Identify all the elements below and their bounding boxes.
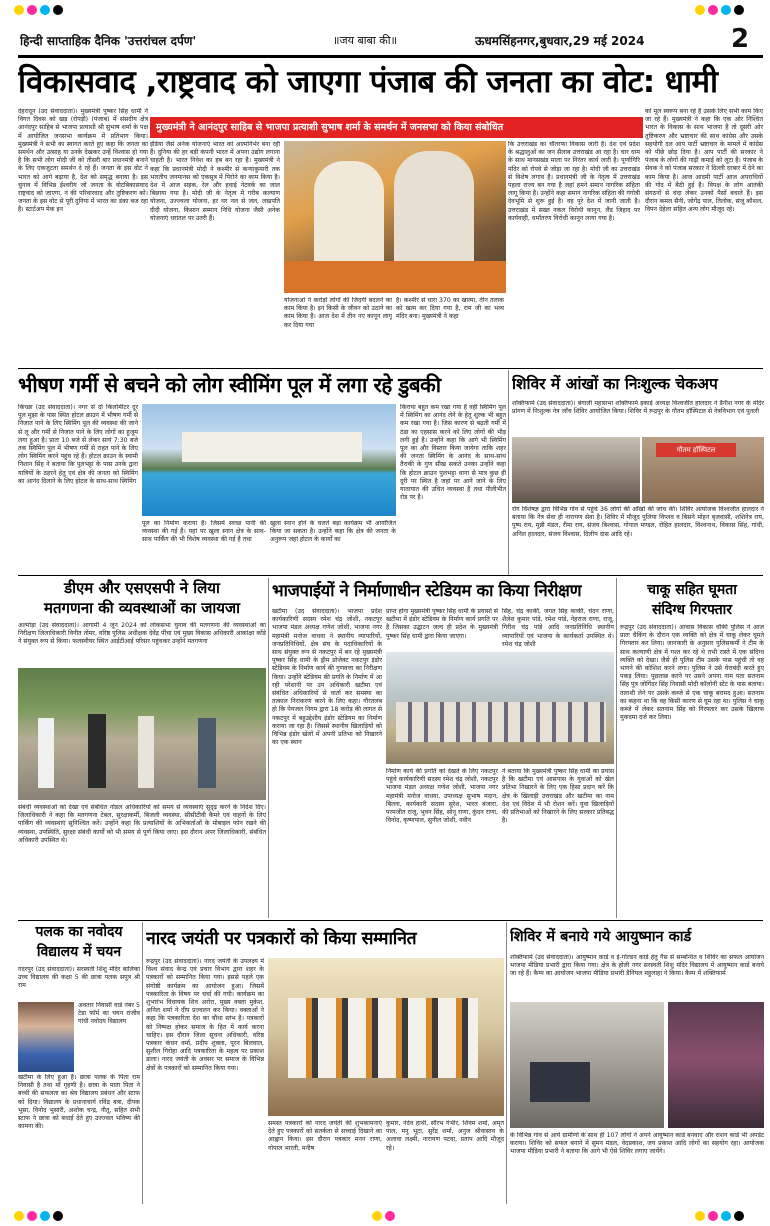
registration-dot: [40, 1211, 50, 1221]
stadium-col-2: प्राप्त होगा मुख्यमंत्री पुष्कर सिंह धामी के प्रयासों से खटीमा में इंडोर स्टेडियम के निर्माण कार्य प्रगति पर है जिसका उद्घाटन जल्द ही प्रदेश के मुख्यमंत्री पुष्कर सिंह धामी द्वारा किया जाएगा।: [386, 608, 498, 640]
pool-headline: भीषण गर्मी से बचने को लोग स्वीमिंग पूल में लगा रहे डुबकी: [18, 373, 441, 397]
camp-body-2: रोग विशेषज्ञ द्वारा विभिन्न गांव से पहुंचे 36 लोगों की आँखों की जांच की। शिविर आयोजक विश्वजीत हालदार ने बताया कि नेत्र सेवा ही नारायण सेवा है। शिविर में मौजूद पुलिया विप्लव व बिसने मोहन बृजवासी, शशिनेत्र राय, पुष्प राय, मुन्नी मंडल, रीमा राय, संजय बिश्वास, गोपाल मण्डल, रोहित हालदार, विश्वनाथ, विकास सिंह, गांधी, अनिल हालदार, संजय विश्वास, दिलीप दास आदि रहे।: [512, 506, 764, 538]
aadhaar-body-2: के विभिन्न गांव से आये ग्रामीणों के साथ ही 107 लोगों ने अपने आयुष्मान कार्ड बनवाए और राशन कार्ड भी अपडेट कराया। शिविर को सफल बनाने में सुमन मंडल, वेदप्रकाश, जय प्रकाश आदि लोगों का सहयोग रहा। आयोजक भाजपा मीडिया प्रभारी ने बताया कि आगे भी ऐसे शिविर लगाए जायेंगे।: [510, 1132, 764, 1156]
registration-dot: [27, 5, 37, 15]
lead-headline: विकासवाद ,राष्ट्रवाद को जाएगा पंजाब की जनता का वोट: धामी: [18, 64, 718, 100]
dm-headline-1: डीएम और एसएसपी ने लिया: [64, 579, 220, 597]
registration-dot: [708, 1211, 718, 1221]
section-rule: [18, 575, 763, 576]
narad-col-2: समस्त पत्रकारों को नारद जयंती की शुभकामनाएं देते हुए पत्रकारों को सतर्कता से सच्चाई दिखाने का आह्वान किया। इस दौरान पत्रकार मनन राणा, गोपाल भारती, मनीष: [268, 1120, 382, 1152]
knife-headline-1: चाकू सहित घूमता: [647, 582, 737, 598]
rally-photo: [284, 141, 506, 293]
registration-dot: [14, 1211, 24, 1221]
column-divider: [616, 578, 617, 918]
palak-photo: [18, 1002, 74, 1072]
narad-col-1: रूद्रपुर (उद संवाददाता)। नारद जयंती के उपलक्ष्य में विश्व संवाद केन्द्र एवं प्रचार विभाग द्वारा शहर के पत्रकारों को सम्मानित किया गया। इससे पहले एक संगोष्ठी कार्यक्रम का आयोजन हुआ। जिसमें पत्रकारिता के विषय पर चर्चा की गयी। कार्यक्रम का शुभारंभ विधायक शिव अरोरा, मुख्य वक्ता मुकेश, अनिल शर्मा ने दीप प्रज्वलन कर किया। वक्ताओं ने कहा कि पत्रकारिता देश का चौथा स्तंभ है। पत्रकारों को निष्पक्ष होकर समाज के हित में कार्य करना चाहिए। इस दौरान जिला सूचना अधिकारी, वरिष्ठ पत्रकार कंचन वर्मा, प्रदीप शुक्ला, पूरन बिलवाल, सुशील गिरोहा आदि पत्रकारिता के महत्व पर प्रकाश डाला। नारद जयंती के अवसर पर समाज के विभिन्न क्षेत्रों के पत्रकारों को सम्मानित किया गया।: [146, 958, 264, 1072]
palak-body-2: अवतार निवासी वार्ड नंबर 5 टेडा फॉर्म का चयन राजीव गांधी नवोदय विद्यालय: [78, 1002, 140, 1026]
camp-headline: शिविर में आंखों का निःशुल्क चेकअप: [512, 375, 718, 393]
camp-photo-left: [512, 437, 640, 503]
dm-photo: [18, 668, 266, 800]
knife-headline-2: संदिग्ध गिरफ्तार: [651, 602, 733, 618]
registration-dot: [695, 1211, 705, 1221]
lead-col-3: योजनाओं ने करोड़ों लोगों की जिंदगी बदलने का काम किया है। इन किसी के जीवन को उठाने का काम किया है। आज देश में तीन नए कानून लागू कर दिया गया: [284, 297, 392, 329]
palak-body-3: खटीमा के लिए हुआ है। छात्रा पलक के पिता राम निवासी है तथा माँ गृहणी है। छात्रा के माता पिता ने बच्ची की सफलता का श्रेय विद्यालय प्रबंधन और स्टाफ को दिया। विद्यालय के प्रधानाचार्य रविंद्र बत्रा, दीपक भुसा, विनोद भुसारी, अशोक चन्द्र, नीतू, सहित सभी स्टाफ ने छात्रा को बधाई देते हुए उज्ज्वल भविष्य की कामना की।: [18, 1074, 140, 1131]
registration-dot: [14, 5, 24, 15]
dm-body-2: संबंधी व्यवस्थाओं को देखा एवं संबंधित नोडल अधिकारियों को समय से व्यवस्थाएं सुदृढ़ करने के निर्देश दिए। जिलाधिकारी ने कहा कि मतगणना टेबल, सुरक्षाकर्मी, बिजली व्यवस्था, सीसीटीवी कैमरे एवं वाहनों के लिए पार्किंग की व्यवस्थाएं सुनिश्चित करें। उन्होंने कहा कि प्रत्याशियों के अभिकर्ताओं के मोबाइल फोन रखने की व्यवस्था, उपस्थिति, सुरक्षा संबंधी कार्यों को भी समय से पूर्ण किया जाए। इस दौरान अपर जिलाधिकारी, संबंधित अधिकारी उपस्थित थे।: [18, 804, 266, 844]
stadium-photo: [386, 652, 614, 764]
lead-col-1: देहरादून (उद संवाददाता)। मुख्यमंत्री पुष्कर सिंह धामी ने विगत दिवस को खड़ (रोपड़ी) (पंजाब) में संसदीय क्षेत्र आनंदपुर साहिब से भाजपा प्रत्याशी श्री सुभाष शर्मा के पक्ष में आयोजित जनसभा कार्यक्रम में प्रतिभाग किया। मुख्यमंत्री ने सभी का स्वागत करते हुए कहा कि जनता का समर्थन और उत्साह या उनके देखकर उन्हें विश्वास हो गया है कि सभी लोग मोदी जी को तीसरी बार प्रधानमंत्री बनाने के लिए एकजुटता समर्थन दे रहे हैं। जनता के इस वोट ने भारत को आगे बढ़ाया है, देश को समृद्ध बनाया है। इस चुनाव में विभिन्न ईश्वरीय जो जनता के वोटबिकासवाद राष्ट्रवाद को जाएगा, न की परिवारवाद और तुष्टिकरण को। जनता के इस वोट से पूरी दुनिया में भारत का डंका बज रहा है। स्टार्टअप मेक इन: [18, 108, 148, 214]
stadium-col-4: निर्माण कार्य की प्रगति को देखते के लिए नकटपुर पहुंचे कार्यकारिणी सदस्य रमेश चंद्र जोशी, नकटपुर भाजपा मंडल अध्यक्ष गणेश जोशी, भाजपा नगर महामंत्री मनोज वाधवा, उपाध्यक्ष सुभाष मदान, बिल्ला, कार्यकारी सदस्य सुरेश, भारत बंजारा, परमजीत राजू, भुवन सिंह, सोनू राणा, कुंदन राणा, विनोद, कृष्णपाल, सुनील जोशी, नवीन: [386, 768, 498, 825]
page-number: 2: [730, 24, 750, 54]
aadhaar-photo-right: [668, 1002, 764, 1128]
column-divider: [508, 370, 509, 575]
column-divider: [506, 922, 507, 1204]
header-date: ऊधमसिंहनगर,बुधवार,29 मई 2024: [475, 34, 645, 48]
lead-col-6: को मूल स्वरूप बना रहे हैं उसके लिए सभी काम किए जा रहे हैं। मुख्यमंत्री ने कहा कि एक ओर निश्चित भारत के विकास के साथ भाजपा है तो दूसरी ओर तुष्टिकरण और भ्रष्टाचार की साथ कांग्रेस और उसके सहयोगी दल आप पार्टी भ्रष्टाचार के मामले में कांग्रेस को पीछे छोड़ दिया है। आप पार्टी की सरकार ने पंजाब के लोगों की गाढ़ी कमाई को लूटा है। पंजाब के सेवक ने को पंजाब सरकार ने दिल्ली दरबार में देने का काम किया है। आज आदमी पार्टी आज अपराधियों की गोद में बैठी हुई है। विपक्ष के लोग आतंकी संगठनों से चंदा लेकर उनको पैसों बचाते हैं। इस दौरान कमल सैनी, जोगेंद्र पाल, तिलोक, संजू कौशल, विपन देहेला सहित अन्य लोग मौजूद रहे।: [645, 108, 763, 214]
registration-dot: [695, 5, 705, 15]
registration-dot: [708, 5, 718, 15]
camp-photo-right: [642, 437, 764, 503]
lead-col-4: है। कश्मीर से धारा 370 का खात्मा, तीन तलाक को खत्म कर दिया गया है, राम जी का भव्य मंदिर बना। मुख्यमंत्री ने कहा: [396, 297, 504, 321]
pool-col-4: किराया बहुत कम रखा गया है वहीं स्विमिंग पूल में स्विमिंग का आनंद लेने के हेतु शुल्क भी बहुत कम रखा गया है। जिस कारण से बढ़ती गर्मी में ठंडा का एहसास करने को लिए लोगों की भीड़ लगी हुई है। उन्होंने कहा कि आगे भी स्विमिंग पूल का और विस्तार किया जायेगा ताकि शहर की जनता स्विमिंग के आनंद के साथ-साथ तैराकी के गुण सीख सकते उनका उन्होंने कहा कि होटल क्राउन पुलभट्टा थाना से मात्र कुछ ही दूरी पर स्थित है जहां पर आने जाने के लिए यातायात की उचित व्यवस्था है तथा पीलीभीत रोड पर है।: [400, 404, 506, 502]
lead-subhead: मुख्यमंत्री ने आनंदपुर साहिब से भाजपा प्रत्याशी सुभाष शर्मा के समर्थन में जनसभा को किया संबोधित: [150, 117, 643, 138]
stadium-col-5: ने बताया कि मुख्यमंत्री पुष्कर सिंह धामी का प्रयास है कि खटीमा एवं आसपास के युवाओं को खेल प्रतिभा निखारने के लिए एक हिसा प्रदान करें कि क्षेत्र के खिलाड़ी उत्तराखंड और खटीमा का नाम देश एवं विदेश में भी रोशन करें। युवा खिलाड़ियों की प्रतिभाओं को निखारने के लिए सरकार प्रतिबद्ध है।: [502, 768, 614, 825]
column-divider: [268, 578, 269, 918]
camp-body-1: शक्तिफार्म (उद संवाददाता)। बंगाली महासभा शक्तिफार्म इकाई अध्यक्ष विश्वजीत हालदार ने डैनीश नगर के मंदिर प्रांगण में निःशुल्क नेत्र जाँच शिविर आयोजित किया। शिविर में रूद्रपुर के गौतम हॉस्पिटल से नेत्रविभाग एवं पुतली: [512, 400, 764, 416]
lead-col-2: इंडिया जैसे अनेक योजनाएं भारत को आत्मनिर्भर बना रही हैं। दुनिया की हर बड़ी कंपनी भारत में अपना उद्योग लगाना चाहती है। भारत निवेश का हब बन रहा है। मुख्यमंत्री ने कहा कि प्रधानमंत्री मोदी ने कश्मीर से कन्याकुमारी तक भारतीय जनमानस को एकसूत्र में पिरोने का काम किया है। देश में आज सड़क, रेल और हवाई नेटवर्क का जाल बिछाया गया है। मोदी जी के नेतृत्व में गरीब कल्याण योजना, उज्ज्वला योजना, हर घर नल से जल, लखपति दीदी योजना, किसान सम्मान निधि योजना जैसी अनेक योजनाएं धरातल पर उतरी हैं।: [150, 141, 280, 222]
header-left: हिन्दी साप्ताहिक दैनिक 'उत्तरांचल दर्पण': [20, 34, 197, 48]
narad-headline: नारद जयंती पर पत्रकारों को किया सम्मानित: [146, 929, 417, 949]
header-center: ॥जय बाबा की॥: [332, 34, 398, 47]
palak-body-1: गदरपुर (उद संवाददाता)। सरस्वती शिशु मंदिर बालिका उच्च विद्यालय की कक्षा 5 की छात्रा पलक सपुत्र श्री राम: [18, 966, 140, 990]
lead-col-5: कि उत्तराखंड का चौतरफा विकास जारी है। देश एवं प्रदेश के श्रद्धालुओं का जन सैलाब उत्तराखंड आ रहा है। चार धाम के साथ मानसखंड माला पर निरंतर कार्य जारी है। पूर्णागिरि मंदिर को रोपवे से जोड़ा जा रहा है। मोदी जी का उत्तराखंड से विशेष लगाव है। प्रधानमंत्री जी के नेतृत्व में उत्तराखंड पहला राज्य बन गया है जहां हमने समान नागरिक संहिता लागू किया है। उन्होंने कहा समान नागरिक संहिता की गंगोत्री देवभूमि से शुरू हुई है। वह पूरे देश में जानी जाती है। उत्तराखंड में सख्त नकल विरोधी कानून, लैंड जिहाद पर कार्यवाही, धर्मांतरण विरोधी कानून लाया गया है।: [508, 141, 640, 222]
knife-body: रूद्रपुर (उद संवाददाता)। आवास विकास चौकी पुलिस ने आज प्रातः चैकिंग के दौरान एक व्यक्ति को क्षेत्र में चाकू लेकर घूमते गिरफ्तार कर लिया। जानकारी के अनुसार पुलिसकर्मी ने टीम के साथ कल्याणी क्षेत्र में गश्त कर रहे थे तभी रास्ते में एक संदिग्ध व्यक्ति को देखा। जैसे ही पुलिस टीम उसके पास पहुंची तो वह भागने की कोशिश करने लगा। पुलिस ने उसे घेराबंदी करते हुए पकड़ लिया। पूछताछ करने पर उसने अपना नाम पता सतनाम सिंह पुत्र जोगिंदर सिंह निवासी मोदी कॉलोनी स्टेट के पास बताया। तलाशी लेने पर उसके कब्जे से एक चाकू बरामद हुआ। सतनाम का कहना था कि वह किसी कारण से घूम रहा था। पुलिस ने चाकू कब्जे में लेकर सतनाम सिंह को गिरफ्तार कर उसके खिलाफ मुकदमा दर्ज कर लिया।: [620, 624, 764, 722]
registration-dot: [40, 5, 50, 15]
registration-dot: [53, 1211, 63, 1221]
registration-dot: [734, 5, 744, 15]
pool-photo: [142, 404, 396, 516]
narad-photo: [268, 958, 504, 1116]
aadhaar-headline: शिविर में बनाये गये आयुष्मान कार्ड: [510, 929, 692, 945]
registration-dot: [721, 1211, 731, 1221]
section-rule: [18, 368, 763, 369]
registration-dot: [372, 1211, 382, 1221]
registration-dot: [734, 1211, 744, 1221]
pool-col-1: किच्छा (उद संवाददाता)। नगर से दो किलोमीटर दूर पूल मुझा के पास स्थित होटल क्राउन में भीषण गर्मी से निजात पाने के लिए स्विमिंग पूल की व्यवस्था की जाने से लू और गर्मी से निजात पाने के लिए लोगों का हुजूम लगा हुआ है। प्रातः 10 बजे से लेकर सायं 7:30 बजे तक स्विमिंग पूल में भीषण गर्मी से राहत पाने के लिए लोग स्विमिंग करने पहुंच रहे हैं। होटल क्राउन के स्वामी निशान सिंह ने बताया कि पुलभट्टा के पास उनके द्वारा यात्रियों के ठहरने हेतु एवं क्षेत्र की जनता को स्विमिंग का आनंद दिलाने के लिए होटल के साथ-साथ स्विमिंग: [18, 404, 138, 485]
palak-headline-1: पलक का नवोदय: [35, 924, 123, 940]
dm-headline-2: मतगणना की व्यवस्थाओं का जायजा: [44, 599, 240, 617]
pool-col-2: पूल का निर्माण कराया है। जिसमें स्वच्छ पानी की व्यवस्था की गई है। यहां पर खुला स्नान क्षेत्र के साथ-साथ पार्किंग की भी विशेष व्यवस्था की गई है तथा: [142, 520, 266, 544]
stadium-headline: भाजपाईयों ने निर्माणाधीन स्टेडियम का किया निरीक्षण: [272, 581, 582, 600]
column-divider: [142, 922, 143, 1204]
narad-col-3: कुमार, नंदेव हाथी, सौरभ गंभीर, शिवम शर्मा, अमृत पाल, मनु भूटा, सुरेंद्र शर्मा, अनुज श्रीवास्तव के अलावा लक्ष्मी, नारायण पटवा, प्रताप आदि मौजूद रहे।: [386, 1120, 504, 1152]
camp-banner: गौतम हॉस्पिटल: [656, 443, 736, 457]
section-rule: [18, 920, 763, 921]
pool-col-3: खुला स्नान होने के चलते बड़ा कार्यक्रम भी आयोजित किया जा सकता है। उन्होंने कहा कि क्षेत्र की जनता के अनुरूप जहां होटल के कार्यों का: [270, 520, 396, 544]
dm-body-1: अल्मोड़ा (उद संवाददाता)। आगामी 4 जून 2024 को लोकसभा चुनाव की मतगणना की व्यवस्थाओं का निरीक्षण जिलाधिकारी विनीत तोमर, वरिष्ठ पुलिस अधीक्षक देवेंद्र पींचा एवं मुख्य विकास अधिकारी आकांक्षा कोंडे ने संयुक्त रूप से किया। फलस्वीयर स्थित आईटीआई परिसर पहुंचकर उन्होंने मतगणना: [18, 622, 266, 646]
header-rule: [18, 55, 763, 58]
registration-dot: [385, 1211, 395, 1221]
registration-dot: [53, 5, 63, 15]
aadhaar-body-1: शक्तिफार्म (उद संवाददाता)। आयुष्मान कार्ड व ई-गोल्डन कार्ड हेतु गैस से सम्बन्धित व शिविर का सफल आयोजन भाजपा मीडिया प्रभारी द्वारा किया गया। क्षेत्र के होली नगर सरस्वती शिशु मंदिर विद्यालय में आयुष्मान कार्ड बनाये जा रहे हैं। कैम्प का आयोजन भाजपा मीडिया प्रभारी डैनियल महुलाहा ने किया। कैम्प में शक्तिफार्म: [510, 954, 764, 978]
registration-dot: [721, 5, 731, 15]
palak-headline-2: विद्यालय में चयन: [36, 944, 122, 960]
registration-dot: [27, 1211, 37, 1221]
stadium-col-1: खटीमा (उद संवाददाता)। भाजपा प्रदेश कार्यकारिणी सदस्य रमेश चंद्र जोशी, नकटपुर भाजपा मंडल अध्यक्ष गणेश जोशी, भाजपा नगर महामंत्री मनोज वाधवा ने स्थानीय व्यापारियों, जनप्रतिनिधियों, क्षेत्र संघ के पदाधिकारियों के साथ संयुक्त रूप से नकटपुर में बन रहे मुख्यमंत्री पुष्कर सिंह धामी के ड्रीम प्रोजेक्ट नकटपुर इंडोर स्टेडियम के निर्माण कार्य की गुणवत्ता का निरीक्षण किया। उन्होंने स्टेडियम की प्रगति के निर्माण में आ रही परेशानी पर उप अधिकारी खटीमा एवं संबंधित अधिकारियों से वार्ता कर समस्या का तत्काल निराकरण करने के लिए कहा। गौरतलब हो कि पेयजल निगम द्वारा 18 करोड़ की लागत से नकटपुर में बहुउद्देशीय इंडोर स्टेडियम का निर्माण कराया जा रहा है। जिससे स्थानीय खिलाड़ियों को विभिन्न इंडोर खेलों में अपनी प्रतिभा को निखारने का एक स्थान: [272, 608, 382, 747]
stadium-col-3: सिंह, चंद्र कार्की, जगत सिंह कार्की, चंदन राणा, शैलेश कुमार पांडे, रमेश पांडे, नेहराज राणा, राजू, गिरीश चंद्र पांडे आदि जनप्रतिनिधि स्थानीय व्यापारियों एवं भाजपा के कार्यकर्ता उपस्थित थे। रमेश चंद्र जोशी: [502, 608, 614, 648]
aadhaar-photo-left: [510, 1002, 664, 1128]
